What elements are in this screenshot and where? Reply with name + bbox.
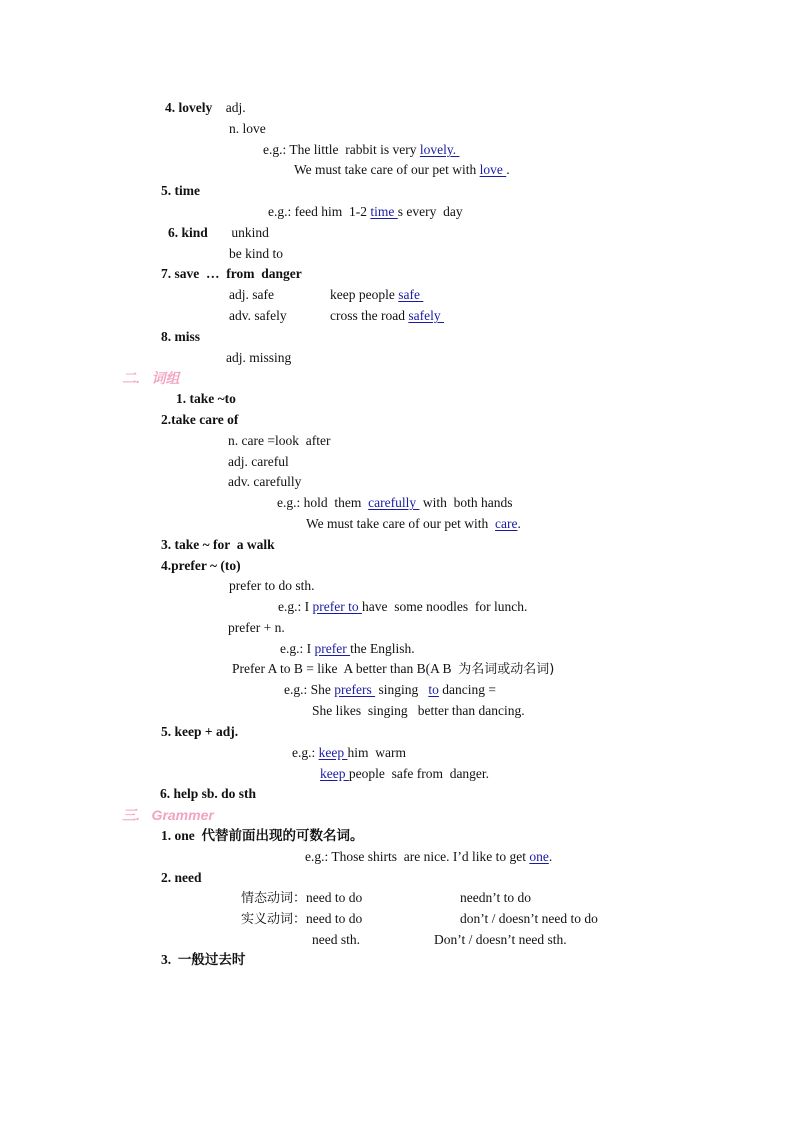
example-line: e.g.: keep him warm bbox=[292, 745, 406, 760]
answer-blank: lovely. bbox=[419, 142, 460, 157]
answer-blank: prefers bbox=[334, 682, 376, 697]
phrase-line: be kind to bbox=[229, 246, 283, 261]
example-line: e.g.: I prefer to have some noodles for lunch. bbox=[278, 599, 528, 614]
grammar-item-one: 1. one 代替前面出现的可数名词。 bbox=[161, 828, 364, 844]
answer-blank: safely bbox=[408, 308, 444, 323]
adj-form: adj. careful bbox=[228, 454, 289, 469]
example-line: We must take care of our pet with love . bbox=[294, 162, 510, 177]
phrase-head: 5. keep + adj. bbox=[161, 724, 239, 739]
answer-blank: love bbox=[479, 162, 507, 177]
grammar-item-past-tense: 3. 一般过去时 bbox=[161, 952, 246, 968]
real-verb-negative: don’t / doesn’t need to do bbox=[460, 911, 598, 926]
answer-blank: keep bbox=[320, 766, 349, 781]
adj-form: adj. missing bbox=[226, 350, 292, 365]
example-line: cross the road safely bbox=[330, 308, 444, 323]
grammar-head: 3. bbox=[161, 952, 172, 967]
noun-form: n. love bbox=[229, 121, 266, 136]
vocab-item-save: 7. save … from danger bbox=[161, 266, 302, 281]
example-line: e.g.: I prefer the English. bbox=[280, 641, 415, 656]
adj-form: adj. safe bbox=[229, 287, 274, 302]
rule-line: Prefer A to B = like A better than B(A B 为名词或动名词) bbox=[232, 661, 555, 677]
example-line: e.g.: hold them carefully with both hands bbox=[277, 495, 513, 510]
example-line: e.g.: feed him 1-2 time s every day bbox=[268, 204, 463, 219]
need-sth-line: need sth. bbox=[312, 932, 360, 947]
answer-blank: prefer to bbox=[312, 599, 362, 614]
phrase-head: 6. help sb. do sth bbox=[160, 786, 257, 801]
vocab-head: 8. miss bbox=[161, 329, 201, 344]
section-title-grammar: 三. Grammer bbox=[122, 807, 214, 823]
example-line: e.g.: She prefers singing to dancing = bbox=[284, 682, 496, 697]
vocab-head: 7. save bbox=[161, 266, 200, 281]
answer-blank: one bbox=[529, 849, 549, 864]
vocab-head: 4. lovely bbox=[165, 100, 213, 115]
modal-verb-line: 情态动词：need to do bbox=[241, 890, 363, 906]
answer-blank: to bbox=[428, 682, 439, 697]
form-line: prefer to do sth. bbox=[229, 578, 315, 593]
phrase-head: 1. take ~to bbox=[176, 391, 236, 406]
phrase-head: 2.take care of bbox=[161, 412, 239, 427]
example-line: e.g.: Those shirts are nice. I’d like to get one. bbox=[305, 849, 553, 864]
form-line: prefer + n. bbox=[228, 620, 285, 635]
dots: … bbox=[206, 266, 220, 281]
vocab-item-lovely bbox=[165, 99, 246, 117]
grammar-head: 1. one bbox=[161, 828, 195, 843]
answer-blank: safe bbox=[398, 287, 424, 302]
real-verb-line: 实义动词：need to do bbox=[241, 911, 363, 927]
example-line: She likes singing better than dancing. bbox=[312, 703, 525, 718]
answer-blank: keep bbox=[318, 745, 348, 760]
modal-verb-negative: needn’t to do bbox=[460, 890, 531, 905]
phrase-head: 4.prefer ~ (to) bbox=[161, 558, 241, 573]
vocab-head: 5. time bbox=[161, 183, 200, 198]
example-line: keep people safe bbox=[330, 287, 424, 302]
answer-blank: prefer bbox=[314, 641, 351, 656]
vocab-item-kind bbox=[168, 224, 269, 242]
section-title-phrases: 二. 词组 bbox=[122, 370, 180, 386]
example-line: We must take care of our pet with care. bbox=[306, 516, 521, 531]
grammar-head: 2. need bbox=[161, 870, 202, 885]
vocab-head: 6. kind bbox=[168, 225, 208, 240]
phrase-head: 3. take ~ for a walk bbox=[161, 537, 275, 552]
need-sth-negative: Don’t / doesn’t need sth. bbox=[434, 932, 567, 947]
answer-blank: carefully bbox=[368, 495, 420, 510]
adv-form: adv. safely bbox=[229, 308, 287, 323]
answer-blank: time bbox=[370, 204, 398, 219]
opposite-word: unkind bbox=[231, 225, 269, 240]
noun-form: n. care =look after bbox=[228, 433, 331, 448]
adv-form: adv. carefully bbox=[228, 474, 302, 489]
example-line: e.g.: The little rabbit is very lovely. bbox=[263, 142, 460, 157]
answer-blank: care bbox=[494, 516, 518, 531]
part-of-speech: adj. bbox=[225, 100, 246, 115]
example-line: keep people safe from danger. bbox=[320, 766, 490, 781]
